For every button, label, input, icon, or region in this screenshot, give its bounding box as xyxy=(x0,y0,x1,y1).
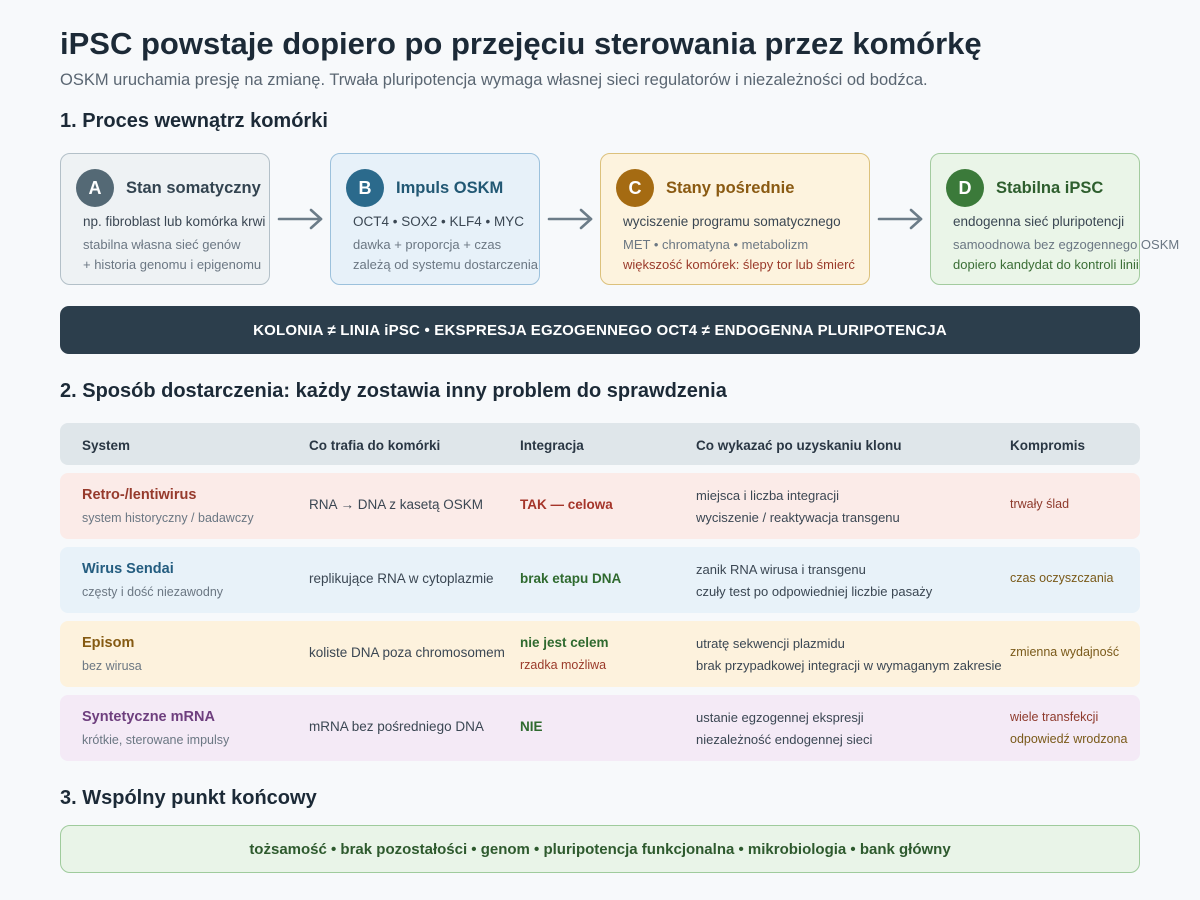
table-row xyxy=(60,621,1140,687)
tradeoff: czas oczyszczania xyxy=(1010,571,1114,585)
card-line: np. fibroblast lub komórka krwi xyxy=(83,214,266,229)
integration-note: rzadka możliwa xyxy=(520,658,607,672)
integration-status: TAK — celowa xyxy=(520,497,613,512)
card-somatic-state xyxy=(60,153,270,285)
endpoint-checklist: tożsamość • brak pozostałości • genom • pluripotencja funkcjonalna • mikrobiologia • bank główny xyxy=(60,825,1140,873)
card-badge: B xyxy=(346,169,384,207)
tradeoff: trwały ślad xyxy=(1010,497,1070,511)
page-subtitle: OSKM uruchamia presję na zmianę. Trwała pluripotencja wymaga własnej sieci regulatorów i niezależności od bodźca. xyxy=(60,71,928,89)
card-stable-ipsc xyxy=(930,153,1180,285)
delivered-content: RNA → DNA z kasetą OSKM xyxy=(309,497,484,512)
verification-item: utratę sekwencji plazmidu xyxy=(696,636,845,651)
arrow-right-icon xyxy=(547,206,595,232)
column-header: System xyxy=(82,438,131,453)
arrow-right-icon xyxy=(877,206,925,232)
integration-status: brak etapu DNA xyxy=(520,571,622,586)
card-line: zależą od systemu dostarczenia xyxy=(353,257,538,272)
system-note: krótkie, sterowane impulsy xyxy=(82,733,230,747)
column-header: Integracja xyxy=(520,438,584,453)
table-row xyxy=(60,695,1140,761)
card-badge: A xyxy=(76,169,114,207)
verification-item: niezależność endogennej sieci xyxy=(696,732,873,747)
card-line-highlight: dopiero kandydat do kontroli linii xyxy=(953,257,1139,272)
section-heading-endpoint: 3. Wspólny punkt końcowy xyxy=(60,787,317,809)
delivered-content: replikujące RNA w cytoplazmie xyxy=(309,571,494,586)
delivered-content: mRNA bez pośredniego DNA xyxy=(309,719,484,734)
card-line: MET • chromatyna • metabolizm xyxy=(623,237,809,252)
card-badge: D xyxy=(946,169,984,207)
card-line: samoodnowa bez egzogennego OSKM xyxy=(953,237,1180,252)
warning-banner: KOLONIA ≠ LINIA iPSC • EKSPRESJA EGZOGENNEGO OCT4 ≠ ENDOGENNA PLURIPOTENCJA xyxy=(60,306,1140,354)
card-title: Stabilna iPSC xyxy=(996,179,1104,197)
card-line: wyciszenie programu somatycznego xyxy=(623,214,841,229)
system-name: Syntetyczne mRNA xyxy=(82,709,215,725)
integration-status: nie jest celem xyxy=(520,635,609,650)
card-line: stabilna własna sieć genów xyxy=(83,237,241,252)
card-title: Stan somatyczny xyxy=(126,179,261,197)
verification-item: czuły test po odpowiedniej liczbie pasaży xyxy=(696,584,933,599)
table-header xyxy=(60,423,1140,465)
system-note: system historyczny / badawczy xyxy=(82,511,254,525)
section-heading-process: 1. Proces wewnątrz komórki xyxy=(60,110,328,132)
tradeoff: odpowiedź wrodzona xyxy=(1010,732,1128,746)
card-oskm-impulse xyxy=(330,153,540,285)
column-header: Co wykazać po uzyskaniu klonu xyxy=(696,438,902,453)
card-title: Impuls OSKM xyxy=(396,179,504,197)
table-row xyxy=(60,473,1140,539)
verification-item: miejsca i liczba integracji xyxy=(696,488,840,503)
verification-item: ustanie egzogennej ekspresji xyxy=(696,710,864,725)
card-line: dawka + proporcja + czas xyxy=(353,237,502,252)
verification-item: brak przypadkowej integracji w wymaganym zakresie xyxy=(696,658,1002,673)
table-row xyxy=(60,547,1140,613)
verification-item: zanik RNA wirusa i transgenu xyxy=(696,562,866,577)
card-line: + historia genomu i epigenomu xyxy=(83,257,262,272)
column-header: Kompromis xyxy=(1010,438,1086,453)
card-line-warning: większość komórek: ślepy tor lub śmierć xyxy=(623,257,855,272)
section-heading-delivery: 2. Sposób dostarczenia: każdy zostawia inny problem do sprawdzenia xyxy=(60,380,727,402)
card-line: endogenna sieć pluripotencji xyxy=(953,214,1125,229)
card-intermediate-states xyxy=(600,153,870,285)
tradeoff: wiele transfekcji xyxy=(1010,710,1099,724)
system-note: bez wirusa xyxy=(82,659,142,673)
column-header: Co trafia do komórki xyxy=(309,438,441,453)
system-name: Episom xyxy=(82,635,135,651)
page-title: iPSC powstaje dopiero po przejęciu sterowania przez komórkę xyxy=(60,26,982,61)
card-badge: C xyxy=(616,169,654,207)
card-title: Stany pośrednie xyxy=(666,179,795,197)
system-note: częsty i dość niezawodny xyxy=(82,585,224,599)
integration-status: NIE xyxy=(520,719,543,734)
delivered-content: koliste DNA poza chromosomem xyxy=(309,645,505,660)
system-name: Retro-/lentiwirus xyxy=(82,487,197,503)
arrow-right-icon xyxy=(277,206,325,232)
tradeoff: zmienna wydajność xyxy=(1010,645,1120,659)
verification-item: wyciszenie / reaktywacja transgenu xyxy=(696,510,900,525)
card-line: OCT4 • SOX2 • KLF4 • MYC xyxy=(353,214,524,229)
system-name: Wirus Sendai xyxy=(82,561,174,577)
